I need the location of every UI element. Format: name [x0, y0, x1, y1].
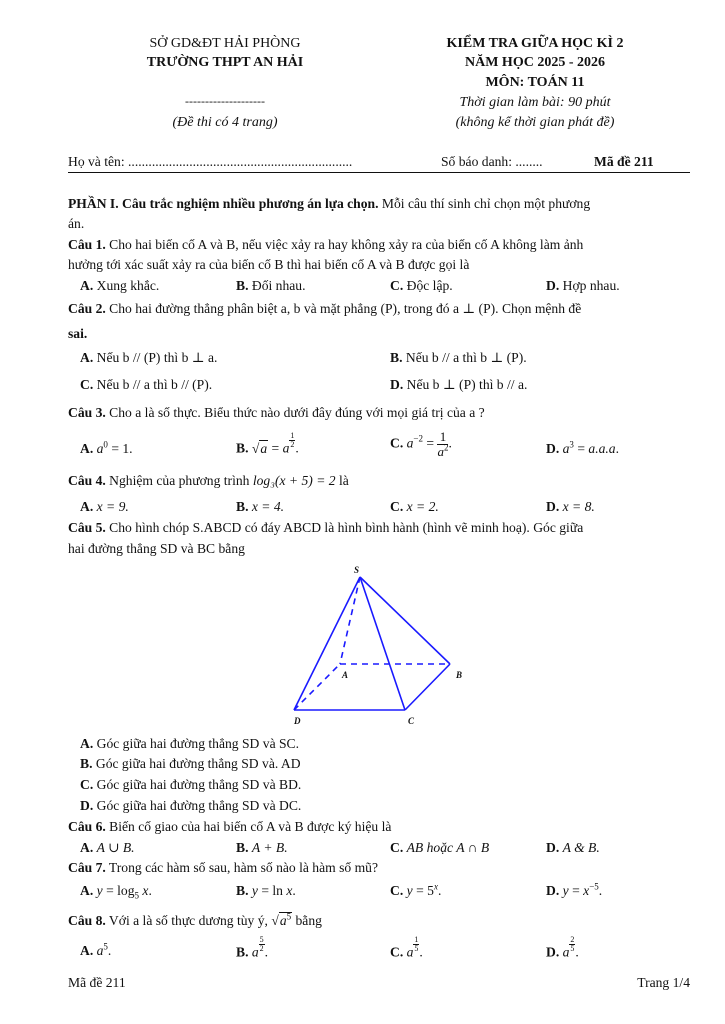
question-label: Câu 4.	[68, 473, 106, 488]
part1-title: PHẦN I. Câu trắc nghiệm nhiều phương án lựa chọn.	[68, 196, 379, 211]
pages-note: (Đề thi có 4 trang)	[172, 115, 278, 130]
option-a[interactable]: A. A ∪ B.	[80, 840, 135, 855]
vertex-label-s: S	[354, 565, 360, 575]
question-label: Câu 2.	[68, 301, 106, 316]
option-c[interactable]: C. a $\frac{1}{5}$ .	[390, 935, 423, 960]
option-b[interactable]: B. x = 4.	[236, 499, 285, 514]
option-text: Góc giữa hai đường thẳng SD và SC.	[96, 736, 300, 751]
option-b[interactable]: B. Góc giữa hai đường thẳng SD và. AD	[80, 756, 301, 771]
option-a[interactable]: A. Nếu b // (P) thì b ⊥ a.	[80, 350, 218, 365]
exam-time: Thời gian làm bài: 90 phút	[459, 95, 611, 110]
option-c[interactable]: C. Nếu b // a thì b // (P).	[80, 377, 213, 392]
option-c[interactable]: C. Độc lập.	[390, 278, 453, 293]
dept-name: SỞ GD&ĐT HẢI PHÒNG	[149, 36, 301, 51]
part1-instruction-2: án.	[68, 216, 85, 231]
part1-heading	[68, 195, 683, 213]
footer-exam-code: Mã đề 211	[68, 975, 126, 990]
option-text: Góc giữa hai đường thẳng SD và BD.	[96, 777, 302, 792]
option-text: Nếu b // (P) thì b ⊥ a.	[96, 350, 218, 365]
option-text: Xung khắc.	[96, 278, 160, 293]
question-7	[68, 859, 683, 877]
option-text: x = 9.	[96, 499, 129, 514]
option-text: Góc giữa hai đường thẳng SD và DC.	[96, 798, 302, 813]
question-label: Câu 3.	[68, 405, 106, 420]
name-field: Họ và tên: ..................................................................	[68, 154, 353, 169]
question-text: Với a là số thực dương tùy ý,	[105, 913, 268, 928]
subject: MÔN: TOÁN 11	[485, 75, 585, 90]
option-text: Góc giữa hai đường thẳng SD và. AD	[95, 756, 301, 771]
question-text: Nghiệm của phương trình	[105, 473, 250, 488]
question-text: Cho hai biến cố A và B, nếu việc xảy ra hay không xảy ra của biến cố A không làm ảnh	[105, 237, 584, 252]
question-5-text-2: hai đường thẳng SD và BC bằng	[68, 541, 245, 556]
vertex-label-b: B	[456, 670, 463, 680]
option-d[interactable]: D. $y = x^{-5}$.	[546, 881, 603, 898]
option-text: A + B.	[251, 840, 288, 855]
question-text: Cho hai đường thẳng phân biệt a, b và mặt phẳng (P), trong đó a ⊥ (P). Chọn mệnh đề	[105, 301, 582, 316]
question-text: Trong các hàm số sau, hàm số nào là hàm số mũ?	[105, 860, 378, 875]
part1-instruction: Mỗi câu thí sinh chỉ chọn một phương	[378, 196, 591, 211]
option-text: A & B.	[562, 840, 600, 855]
option-text: Hợp nhau.	[562, 278, 620, 293]
school-year: NĂM HỌC 2025 - 2026	[465, 55, 605, 70]
question-tail: là	[335, 473, 349, 488]
option-b[interactable]: B. √a = a $\frac{1}{2}$ .	[236, 431, 299, 456]
question-label: Câu 1.	[68, 237, 106, 252]
option-a[interactable]: A. Xung khắc.	[80, 278, 160, 293]
option-text: x = 4.	[251, 499, 285, 514]
header-divider	[68, 172, 690, 173]
option-d[interactable]: D. Nếu b ⊥ (P) thì b // a.	[390, 377, 528, 392]
option-a[interactable]: A. x = 9.	[80, 499, 129, 514]
option-d[interactable]: D. Hợp nhau.	[546, 278, 620, 293]
option-c[interactable]: C. Góc giữa hai đường thẳng SD và BD.	[80, 777, 302, 792]
option-b[interactable]: B. y = ln x.	[236, 883, 296, 898]
question-label: Câu 8.	[68, 913, 106, 928]
equation: log₃(x + 5) = 2	[252, 473, 336, 488]
option-d[interactable]: D. Góc giữa hai đường thẳng SD và DC.	[80, 798, 302, 813]
option-d[interactable]: D. x = 8.	[546, 499, 595, 514]
question-text: Biến cố giao của hai biến cố A và B được ký hiệu là	[105, 819, 392, 834]
question-6	[68, 818, 683, 836]
question-3	[68, 404, 683, 422]
option-b[interactable]: B. Nếu b // a thì b ⊥ (P).	[390, 350, 527, 365]
question-8: Câu 8. Với a là số thực dương tùy ý, $√a^5$ bằng	[68, 911, 322, 928]
question-2-text-2: sai.	[68, 326, 88, 341]
question-1	[68, 236, 683, 254]
vertex-label-c: C	[408, 716, 415, 726]
vertex-label-d: D	[294, 716, 301, 726]
option-text: Nếu b ⊥ (P) thì b // a.	[406, 377, 528, 392]
school-name: TRƯỜNG THPT AN HẢI	[146, 55, 304, 70]
option-c[interactable]: C. x = 2.	[390, 499, 439, 514]
option-d[interactable]: D. $a^3 = a.a.a$.	[546, 439, 619, 456]
option-c[interactable]: C. $y = 5^x$.	[390, 881, 442, 898]
header-dashes: --------------------	[185, 94, 265, 108]
option-c[interactable]: C. $a^{-2}$ = $\frac{1}{a^2}$ .	[390, 429, 452, 459]
question-5	[68, 519, 683, 537]
option-text: Nếu b // a thì b ⊥ (P).	[405, 350, 527, 365]
question-text: Cho hình chóp S.ABCD có đáy ABCD là hình bình hành (hình vẽ minh hoạ). Góc giữa	[105, 520, 584, 535]
student-id-field: Số báo danh: ........	[441, 154, 543, 169]
option-text: AB hoặc A ∩ B	[406, 840, 490, 855]
option-b[interactable]: B. A + B.	[236, 840, 288, 855]
question-text: Cho a là số thực. Biểu thức nào dưới đây đúng với mọi giá trị của a ?	[105, 405, 485, 420]
question-2	[68, 300, 683, 318]
option-d[interactable]: D. a $\frac{2}{5}$ .	[546, 935, 579, 960]
option-text: A ∪ B.	[96, 840, 135, 855]
option-text: Nếu b // a thì b // (P).	[96, 377, 213, 392]
option-text: x = 2.	[406, 499, 439, 514]
time-note: (không kể thời gian phát đề)	[455, 115, 615, 130]
option-b[interactable]: B. Đối nhau.	[236, 278, 306, 293]
question-4	[68, 472, 683, 490]
option-text: Độc lập.	[406, 278, 453, 293]
page-number: Trang 1/4	[637, 975, 690, 990]
option-a[interactable]: A. $a^5$.	[80, 941, 112, 958]
question-label: Câu 5.	[68, 520, 106, 535]
option-a[interactable]: A. Góc giữa hai đường thẳng SD và SC.	[80, 736, 300, 751]
question-label: Câu 7.	[68, 860, 106, 875]
option-a[interactable]: A. $a^0 = 1$.	[80, 439, 133, 456]
option-text: x = 8.	[562, 499, 595, 514]
exam-title: KIỂM TRA GIỮA HỌC KÌ 2	[446, 36, 624, 51]
question-tail: bằng	[292, 913, 322, 928]
exam-code: Mã đề 211	[594, 154, 654, 169]
option-text: Đối nhau.	[251, 278, 306, 293]
question-1-text-2: hưởng tới xác suất xảy ra của biến cố B thì hai biến cố A và B được gọi là	[68, 257, 470, 272]
option-c[interactable]: C. AB hoặc A ∩ B	[390, 840, 490, 855]
option-d[interactable]: D. A & B.	[546, 840, 600, 855]
option-b[interactable]: B. a $\frac{5}{2}$ .	[236, 935, 269, 960]
question-label: Câu 6.	[68, 819, 106, 834]
vertex-label-a: A	[342, 670, 349, 680]
pyramid-figure	[280, 560, 480, 730]
option-a[interactable]: A. $y = \log_5 x$.	[80, 883, 152, 901]
